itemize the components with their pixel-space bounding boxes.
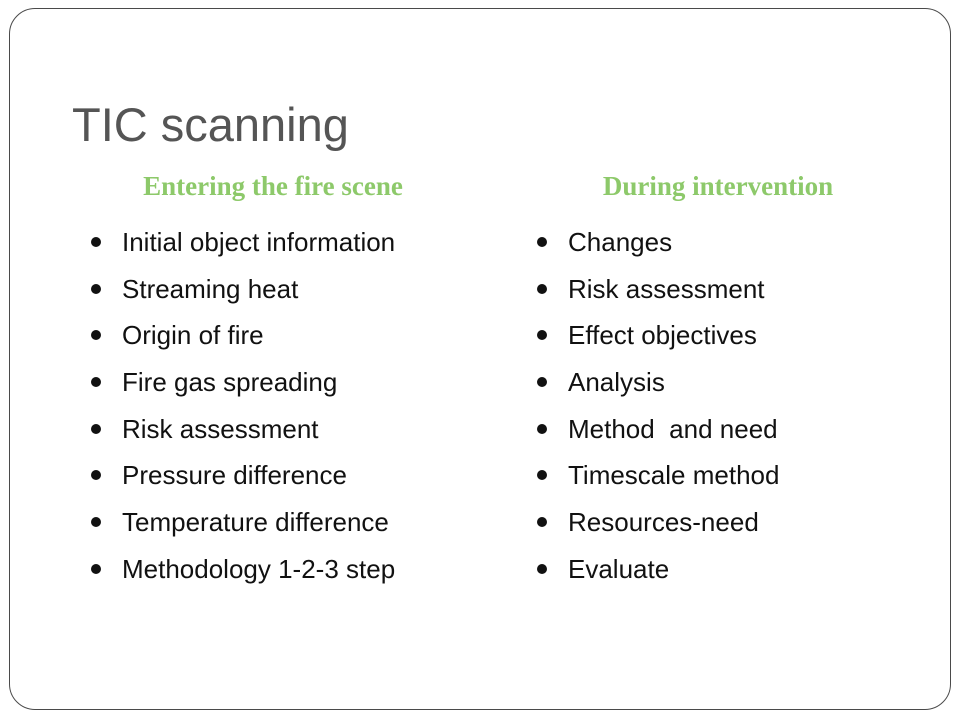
- list-item-text: Timescale method: [568, 460, 780, 491]
- slide-title: TIC scanning: [72, 98, 349, 151]
- bullet-dot-icon: [91, 330, 101, 340]
- list-item: [70, 359, 476, 406]
- list-item-text: Initial object information: [122, 227, 396, 257]
- list-item-text: Method and need: [568, 413, 778, 444]
- bullet-dot-icon: [91, 237, 101, 247]
- list-item-text: Evaluate: [568, 553, 670, 584]
- bullet-dot-icon: [537, 330, 547, 340]
- bullet-dot-icon: [537, 564, 547, 574]
- bullet-dot-icon: [91, 424, 101, 434]
- list-item-text: Effect objectives: [568, 320, 757, 351]
- list-item-text: Origin of fire: [122, 320, 264, 351]
- list-item-text: Resources-need: [568, 507, 759, 538]
- bullet-dot-icon: [537, 470, 547, 480]
- list-item: [518, 266, 918, 313]
- list-item-text: Analysis: [568, 367, 665, 398]
- list-item: [70, 452, 476, 499]
- list-item: [518, 499, 918, 546]
- bullet-dot-icon: [537, 517, 547, 527]
- list-item-text: Methodology 1-2-3 step: [122, 553, 396, 584]
- bullet-dot-icon: [91, 517, 101, 527]
- bullet-dot-icon: [537, 237, 547, 247]
- list-item: [518, 312, 918, 359]
- bullet-dot-icon: [537, 424, 547, 434]
- list-item-text: Pressure difference: [122, 460, 347, 491]
- left-column: [70, 167, 476, 593]
- list-item: [518, 546, 918, 593]
- right-bullet-list: [518, 219, 918, 593]
- list-item: [518, 452, 918, 499]
- list-item-text: Fire gas spreading: [122, 367, 338, 398]
- bullet-dot-icon: [91, 284, 101, 294]
- list-item: [70, 546, 476, 593]
- slide-frame: [9, 8, 951, 710]
- left-column-heading: Entering the fire scene: [143, 171, 403, 201]
- bullet-dot-icon: [91, 470, 101, 480]
- list-item: [70, 266, 476, 313]
- list-item-text: Risk assessment: [568, 273, 765, 304]
- left-bullet-list: [70, 219, 476, 593]
- right-column-heading: During intervention: [602, 171, 834, 201]
- list-item-text: Temperature difference: [122, 507, 389, 538]
- list-item: [70, 219, 476, 266]
- bullet-dot-icon: [91, 377, 101, 387]
- list-item-text: Streaming heat: [122, 273, 299, 304]
- list-item: [70, 499, 476, 546]
- list-item-text: Risk assessment: [122, 413, 319, 444]
- list-item-text: Changes: [568, 227, 673, 257]
- bullet-dot-icon: [91, 564, 101, 574]
- list-item: [518, 359, 918, 406]
- bullet-dot-icon: [537, 284, 547, 294]
- list-item: [70, 406, 476, 453]
- right-column: [518, 167, 918, 593]
- list-item: [518, 219, 918, 266]
- list-item: [70, 312, 476, 359]
- bullet-dot-icon: [537, 377, 547, 387]
- list-item: [518, 406, 918, 453]
